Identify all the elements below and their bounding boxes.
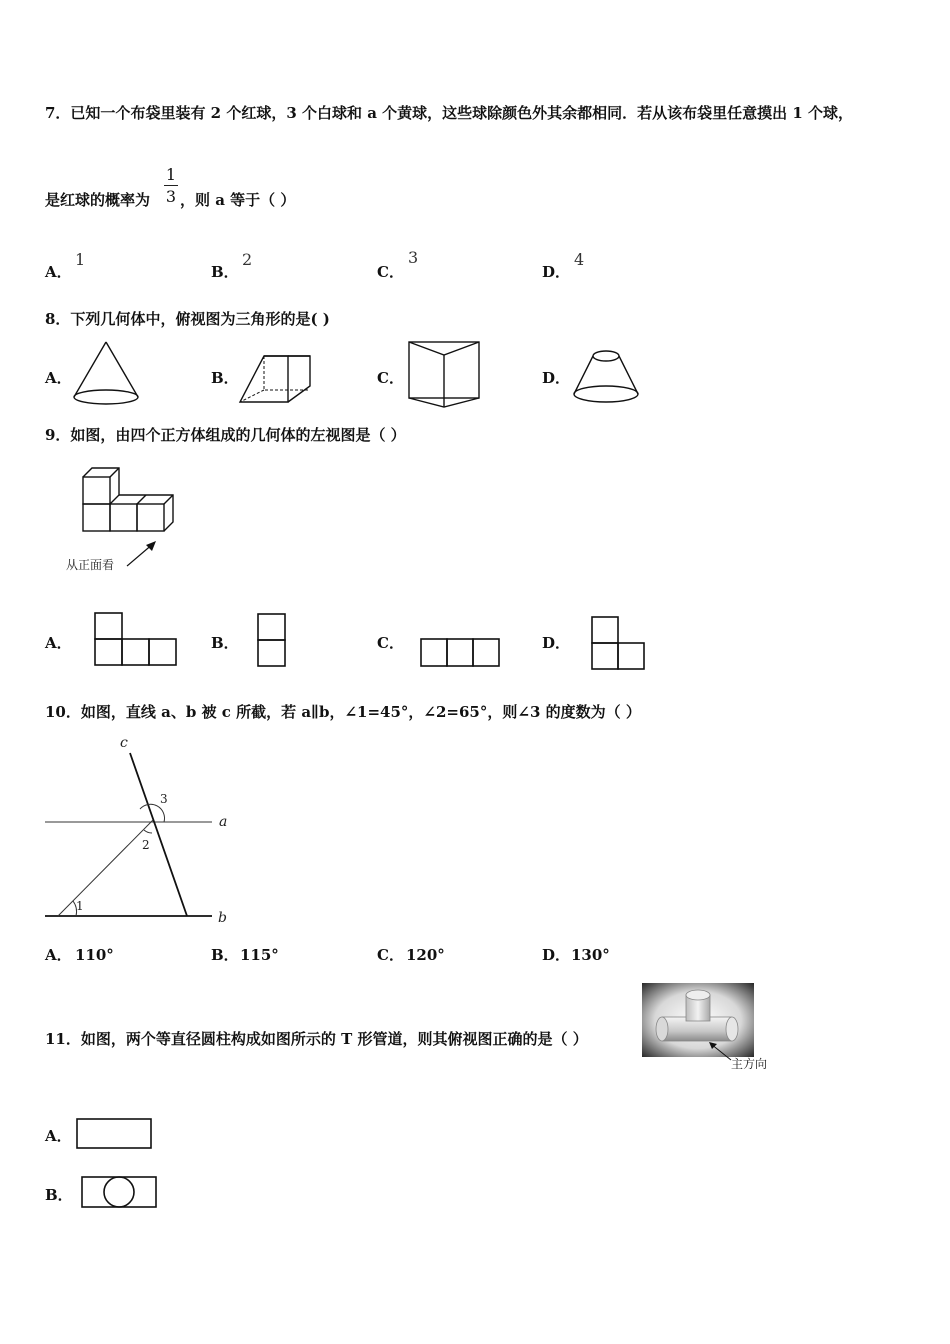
q9-option-b-figure xyxy=(256,612,288,670)
q7-stem-line2-post: ，则 a 等于（ ） xyxy=(180,191,296,209)
q9-option-c-figure xyxy=(419,637,503,669)
q9-stem: 9．如图，由四个正方体组成的几何体的左视图是（ ） xyxy=(45,426,406,444)
q7-option-a-label[interactable]: A． xyxy=(45,263,72,281)
q11-option-a-figure xyxy=(75,1117,153,1151)
q11-stem: 11．如图，两个等直径圆柱构成如图所示的 T 形管道，则其俯视图正确的是（ ） xyxy=(45,1030,588,1048)
main-direction-arrow-icon xyxy=(706,1040,734,1064)
line-a-label: a xyxy=(219,814,228,830)
q9-option-d-label[interactable]: D． xyxy=(542,634,571,652)
line-c-label: c xyxy=(120,735,128,751)
q9-option-d-figure xyxy=(590,615,648,673)
view-direction-arrow-icon xyxy=(124,538,160,570)
frustum-icon xyxy=(570,348,642,406)
q7-option-b-label[interactable]: B． xyxy=(211,263,239,281)
q9-option-a-figure xyxy=(93,611,179,669)
t-pipe-photo xyxy=(642,983,754,1057)
q11-option-a-label[interactable]: A． xyxy=(45,1127,72,1145)
angle-1-label: 1 xyxy=(76,899,84,913)
q7-stem-line2-pre: 是红球的概率为 xyxy=(45,191,151,209)
q7-option-d-value: 4 xyxy=(574,250,585,269)
angle-2-label: 2 xyxy=(142,838,150,852)
q7-fraction-denominator: 3 xyxy=(165,187,177,206)
cone-icon xyxy=(70,340,142,406)
four-cube-figure xyxy=(78,462,180,536)
q7-stem-line1: 7．已知一个布袋里装有 2 个红球，3 个白球和 a 个黄球，这些球除颜色外其余都相同．若从该布袋里任意摸出 1 个球， xyxy=(45,104,854,122)
q10-option-c-value: 120° xyxy=(406,946,445,964)
q7-option-d-label[interactable]: D． xyxy=(542,263,571,281)
q10-option-b-label[interactable]: B． xyxy=(211,946,239,964)
q11-option-b-label[interactable]: B． xyxy=(45,1186,73,1204)
q11-option-b-figure xyxy=(80,1175,158,1209)
line-b-label: b xyxy=(218,910,227,926)
q8-option-d-label[interactable]: D． xyxy=(542,369,571,387)
q9-option-a-label[interactable]: A． xyxy=(45,634,72,652)
q7-option-a-value: 1 xyxy=(75,250,86,269)
q7-option-c-value: 3 xyxy=(408,248,419,267)
q8-option-a-label[interactable]: A． xyxy=(45,369,72,387)
q8-option-c-label[interactable]: C． xyxy=(377,369,404,387)
q9-option-b-label[interactable]: B． xyxy=(211,634,239,652)
angle-3-label: 3 xyxy=(160,792,168,806)
q10-option-a-label[interactable]: A． xyxy=(45,946,72,964)
parallel-lines-figure xyxy=(40,735,240,930)
q7-fraction-numerator: 1 xyxy=(165,165,177,184)
q10-option-c-label[interactable]: C． xyxy=(377,946,404,964)
q8-option-b-label[interactable]: B． xyxy=(211,369,239,387)
q7-option-b-value: 2 xyxy=(242,250,253,269)
triangular-prism-icon xyxy=(236,352,316,406)
q10-option-d-value: 130° xyxy=(571,946,610,964)
q10-option-b-value: 115° xyxy=(240,946,279,964)
q7-fraction xyxy=(164,165,178,206)
q10-option-d-label[interactable]: D． xyxy=(542,946,571,964)
q10-option-a-value: 110° xyxy=(75,946,114,964)
upright-prism-icon xyxy=(406,339,482,411)
q9-figure-caption: 从正面看 xyxy=(66,558,115,572)
q7-option-c-label[interactable]: C． xyxy=(377,263,404,281)
q11-figure-caption: 主方向 xyxy=(731,1057,768,1071)
q8-stem: 8．下列几何体中，俯视图为三角形的是( ) xyxy=(45,310,330,328)
q9-option-c-label[interactable]: C． xyxy=(377,634,404,652)
q10-stem: 10．如图，直线 a、b 被 c 所截，若 a∥b，∠1=45°，∠2=65°，则∠3 的度数为（ ） xyxy=(45,703,641,721)
